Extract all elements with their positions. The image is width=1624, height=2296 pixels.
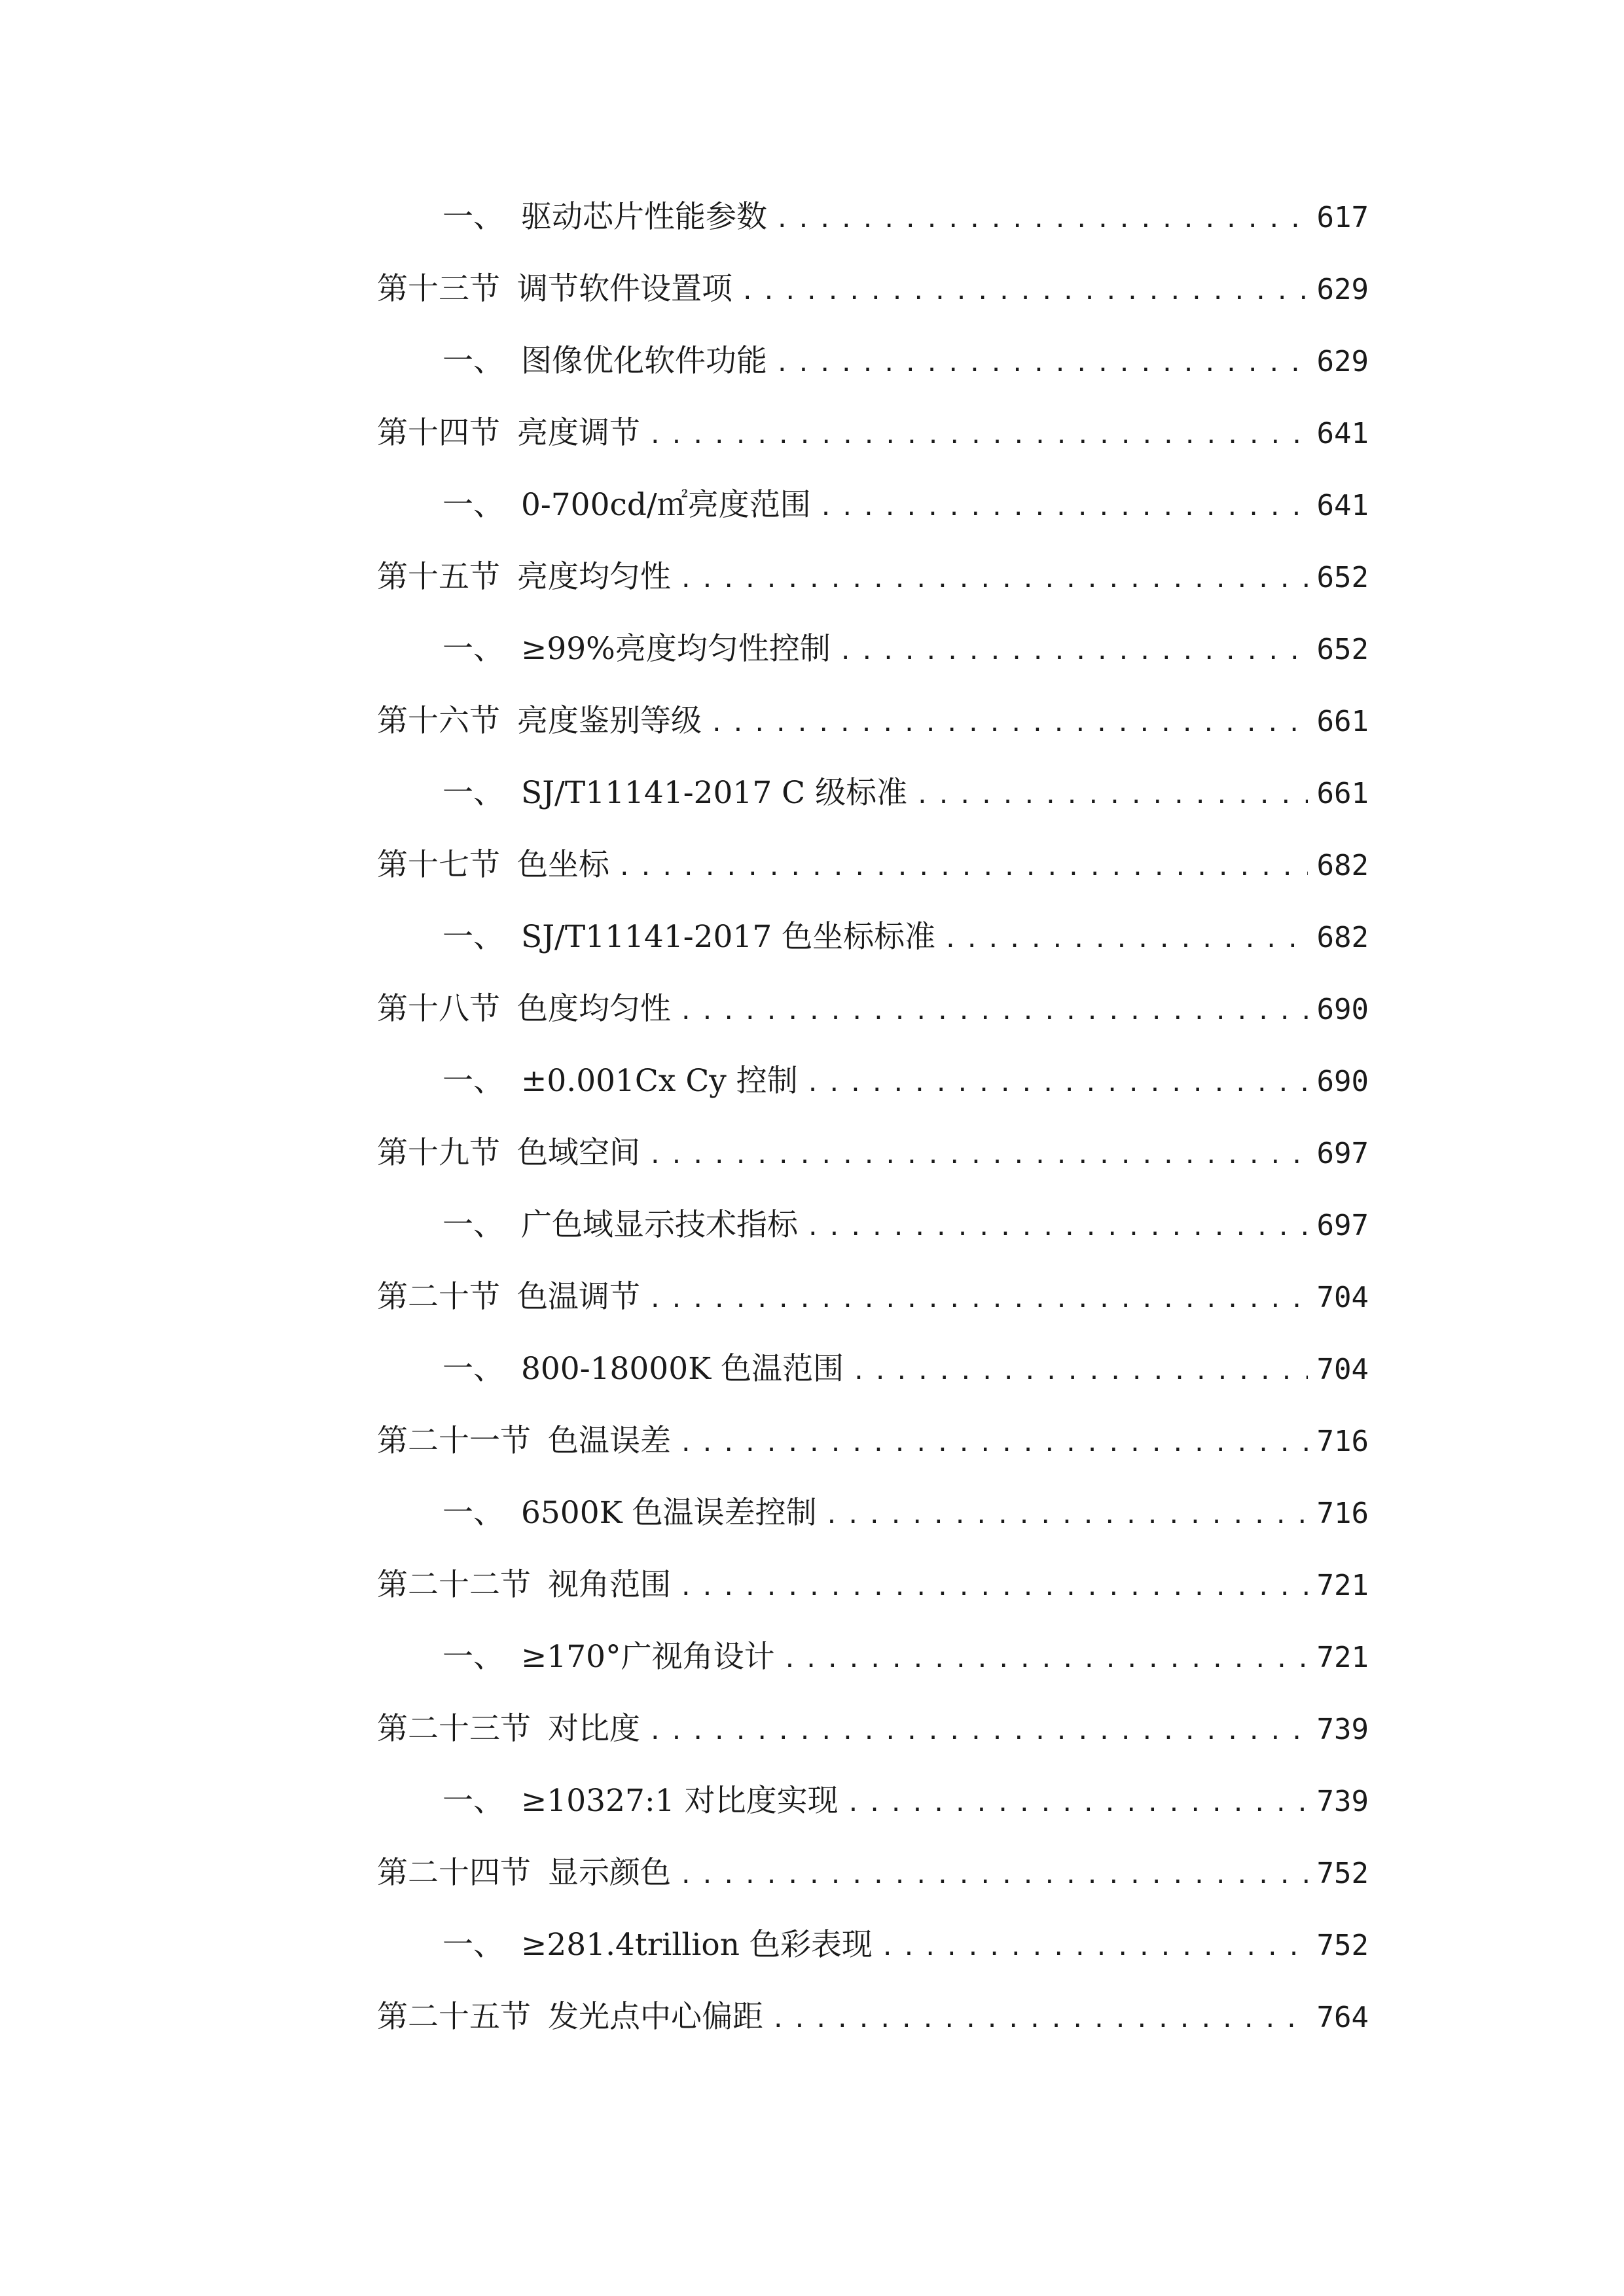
toc-entry-page: 641 xyxy=(1316,417,1369,450)
table-of-contents xyxy=(377,191,1369,2063)
toc-entry-number: 第十三节 xyxy=(377,271,500,307)
toc-entry-label: SJ/T11141-2017 C 级标准 xyxy=(521,775,908,811)
toc-entry-page: 652 xyxy=(1316,633,1369,666)
toc-entry-label: ≥281.4trillion 色彩表现 xyxy=(521,1927,873,1963)
toc-entry-page: 716 xyxy=(1316,1497,1369,1530)
toc-entry-page: 617 xyxy=(1316,201,1369,234)
toc-entry-title xyxy=(442,767,907,819)
toc-entry-number: 第二十三节 xyxy=(377,1711,531,1747)
toc-entry-page: 661 xyxy=(1316,777,1369,810)
toc-entry-title xyxy=(442,479,811,531)
dot-leader xyxy=(943,914,1307,966)
toc-entry-number: 第二十五节 xyxy=(377,1999,531,2035)
toc-entry-label: SJ/T11141-2017 色坐标标准 xyxy=(521,919,936,955)
dot-leader xyxy=(740,266,1308,318)
toc-entry-page: 682 xyxy=(1316,849,1369,882)
toc-entry-label: 驱动芯片性能参数 xyxy=(521,199,767,235)
toc-entry-number: 一、 xyxy=(442,343,504,379)
toc-entry[interactable] xyxy=(377,335,1369,407)
toc-entry-label: 0-700cd/㎡亮度范围 xyxy=(521,487,811,523)
toc-entry-title xyxy=(442,335,767,387)
toc-entry-title xyxy=(442,1487,817,1539)
toc-entry-page: 752 xyxy=(1316,1929,1369,1962)
toc-entry-label: ±0.001Cx Cy 控制 xyxy=(521,1063,798,1099)
toc-entry-title xyxy=(377,839,609,891)
toc-entry-title xyxy=(442,623,831,675)
toc-entry-page: 661 xyxy=(1316,705,1369,738)
dot-leader xyxy=(825,1490,1308,1542)
toc-entry-label: 800-18000K 色温范围 xyxy=(521,1351,844,1387)
toc-entry[interactable] xyxy=(377,1127,1369,1199)
dot-leader xyxy=(852,1346,1307,1398)
toc-entry-title xyxy=(377,551,671,603)
toc-entry-page: 721 xyxy=(1316,1641,1369,1674)
dot-leader xyxy=(679,986,1308,1038)
dot-leader xyxy=(679,554,1308,606)
toc-entry-label: 调节软件设置项 xyxy=(517,271,732,307)
dot-leader xyxy=(839,626,1308,678)
toc-entry-page: 697 xyxy=(1316,1137,1369,1170)
toc-entry-title xyxy=(377,407,640,459)
toc-entry-page: 697 xyxy=(1316,1209,1369,1242)
toc-entry-label: 发光点中心偏距 xyxy=(548,1999,763,2035)
toc-entry[interactable] xyxy=(377,623,1369,695)
toc-entry-title xyxy=(442,1343,844,1395)
toc-entry-page: 764 xyxy=(1316,2001,1369,2034)
toc-entry-page: 629 xyxy=(1316,273,1369,306)
toc-entry-number: 第十五节 xyxy=(377,559,500,595)
toc-entry[interactable] xyxy=(377,911,1369,983)
toc-entry-number: 第十七节 xyxy=(377,847,500,883)
toc-entry-number: 第二十四节 xyxy=(377,1855,531,1891)
toc-entry[interactable] xyxy=(377,1199,1369,1271)
toc-entry-number: 一、 xyxy=(442,631,504,667)
toc-entry[interactable] xyxy=(377,1487,1369,1559)
dot-leader xyxy=(679,1850,1308,1902)
toc-entry[interactable] xyxy=(377,1343,1369,1415)
toc-entry-label: 色温调节 xyxy=(517,1279,640,1315)
dot-leader xyxy=(617,842,1308,894)
toc-entry-label: 色坐标 xyxy=(517,847,609,883)
toc-entry-number: 第十九节 xyxy=(377,1135,500,1171)
toc-entry-page: 704 xyxy=(1316,1281,1369,1314)
toc-entry-number: 第二十二节 xyxy=(377,1567,531,1603)
toc-entry-number: 一、 xyxy=(442,1351,504,1387)
toc-entry-number: 第十六节 xyxy=(377,703,500,739)
toc-entry[interactable] xyxy=(377,983,1369,1055)
toc-entry-page: 690 xyxy=(1316,1065,1369,1098)
dot-leader xyxy=(679,1562,1308,1614)
toc-entry[interactable] xyxy=(377,1271,1369,1343)
toc-entry[interactable] xyxy=(377,1991,1369,2063)
dot-leader xyxy=(915,770,1307,822)
toc-entry-number: 一、 xyxy=(442,1927,504,1963)
toc-entry[interactable] xyxy=(377,1631,1369,1703)
toc-entry[interactable] xyxy=(377,407,1369,479)
toc-entry-page: 721 xyxy=(1316,1569,1369,1602)
toc-entry-title xyxy=(377,1703,640,1755)
toc-entry-number: 第二十一节 xyxy=(377,1423,531,1459)
toc-entry-number: 第二十节 xyxy=(377,1279,500,1315)
toc-entry[interactable] xyxy=(377,1919,1369,1991)
toc-entry-title xyxy=(442,911,935,963)
toc-entry[interactable] xyxy=(377,1847,1369,1919)
toc-entry[interactable] xyxy=(377,551,1369,623)
toc-entry-title xyxy=(442,1775,839,1827)
toc-entry-number: 一、 xyxy=(442,1783,504,1819)
toc-entry-number: 第十八节 xyxy=(377,991,500,1027)
toc-entry[interactable] xyxy=(377,695,1369,767)
toc-entry-number: 一、 xyxy=(442,1207,504,1243)
dot-leader xyxy=(775,194,1308,246)
toc-entry-title xyxy=(442,1919,873,1971)
toc-entry-number: 一、 xyxy=(442,775,504,811)
toc-entry-title xyxy=(442,191,767,243)
dot-leader xyxy=(775,338,1308,390)
toc-entry[interactable] xyxy=(377,1415,1369,1487)
toc-entry-title xyxy=(377,983,671,1035)
toc-entry-page: 682 xyxy=(1316,921,1369,954)
toc-entry[interactable] xyxy=(377,839,1369,911)
toc-entry-page: 739 xyxy=(1316,1785,1369,1818)
toc-entry-page: 752 xyxy=(1316,1857,1369,1890)
dot-leader xyxy=(648,1706,1308,1758)
toc-entry-label: ≥99%亮度均匀性控制 xyxy=(521,631,831,667)
toc-entry[interactable] xyxy=(377,479,1369,551)
toc-entry-number: 一、 xyxy=(442,1063,504,1099)
toc-entry-label: 亮度均匀性 xyxy=(517,559,671,595)
toc-entry[interactable] xyxy=(377,1055,1369,1127)
toc-entry-page: 690 xyxy=(1316,993,1369,1026)
toc-entry-title xyxy=(442,1631,775,1683)
toc-entry-label: 色域空间 xyxy=(517,1135,640,1171)
toc-entry-label: 视角范围 xyxy=(548,1567,671,1603)
dot-leader xyxy=(806,1202,1308,1254)
toc-entry-label: 亮度调节 xyxy=(517,415,640,451)
dot-leader xyxy=(648,1130,1308,1182)
toc-entry[interactable] xyxy=(377,1559,1369,1631)
toc-entry-label: 显示颜色 xyxy=(548,1855,671,1891)
dot-leader xyxy=(806,1058,1308,1110)
toc-entry-title xyxy=(442,1199,798,1251)
toc-entry-label: 图像优化软件功能 xyxy=(521,343,767,379)
toc-entry[interactable] xyxy=(377,263,1369,335)
toc-entry-number: 一、 xyxy=(442,487,504,523)
dot-leader xyxy=(880,1922,1308,1974)
toc-entry-label: 广色域显示技术指标 xyxy=(521,1207,798,1243)
toc-entry-title xyxy=(377,1847,671,1899)
dot-leader xyxy=(846,1778,1308,1830)
dot-leader xyxy=(679,1418,1308,1470)
toc-entry-label: ≥170°广视角设计 xyxy=(521,1639,775,1675)
toc-entry-number: 一、 xyxy=(442,1639,504,1675)
toc-entry-number: 一、 xyxy=(442,199,504,235)
toc-entry-page: 652 xyxy=(1316,561,1369,594)
toc-entry-page: 716 xyxy=(1316,1425,1369,1458)
toc-entry[interactable] xyxy=(377,1775,1369,1847)
toc-entry-label: 色温误差 xyxy=(548,1423,671,1459)
toc-entry-title xyxy=(377,263,732,315)
toc-entry-label: ≥10327:1 对比度实现 xyxy=(521,1783,839,1819)
toc-entry-title xyxy=(377,1559,671,1611)
toc-entry-number: 一、 xyxy=(442,919,504,955)
toc-entry-page: 739 xyxy=(1316,1713,1369,1746)
dot-leader xyxy=(648,410,1308,462)
toc-entry-number: 一、 xyxy=(442,1495,504,1531)
dot-leader xyxy=(710,698,1308,750)
toc-entry-label: 色度均匀性 xyxy=(517,991,671,1027)
toc-entry-page: 641 xyxy=(1316,489,1369,522)
toc-entry-title xyxy=(442,1055,798,1107)
toc-entry[interactable] xyxy=(377,191,1369,263)
toc-entry-label: 对比度 xyxy=(548,1711,640,1747)
toc-entry-title xyxy=(377,1415,671,1467)
toc-entry-label: 6500K 色温误差控制 xyxy=(521,1495,817,1531)
toc-entry[interactable] xyxy=(377,1703,1369,1775)
dot-leader xyxy=(771,1994,1308,2046)
toc-entry-page: 629 xyxy=(1316,345,1369,378)
toc-entry-title xyxy=(377,1271,640,1323)
toc-entry-label: 亮度鉴别等级 xyxy=(517,703,702,739)
toc-entry-title xyxy=(377,695,702,747)
dot-leader xyxy=(648,1274,1308,1326)
toc-entry-page: 704 xyxy=(1316,1353,1369,1386)
toc-entry[interactable] xyxy=(377,767,1369,839)
toc-entry-title xyxy=(377,1127,640,1179)
toc-entry-title xyxy=(377,1991,763,2043)
toc-entry-number: 第十四节 xyxy=(377,415,500,451)
dot-leader xyxy=(783,1634,1308,1686)
dot-leader xyxy=(819,482,1308,534)
